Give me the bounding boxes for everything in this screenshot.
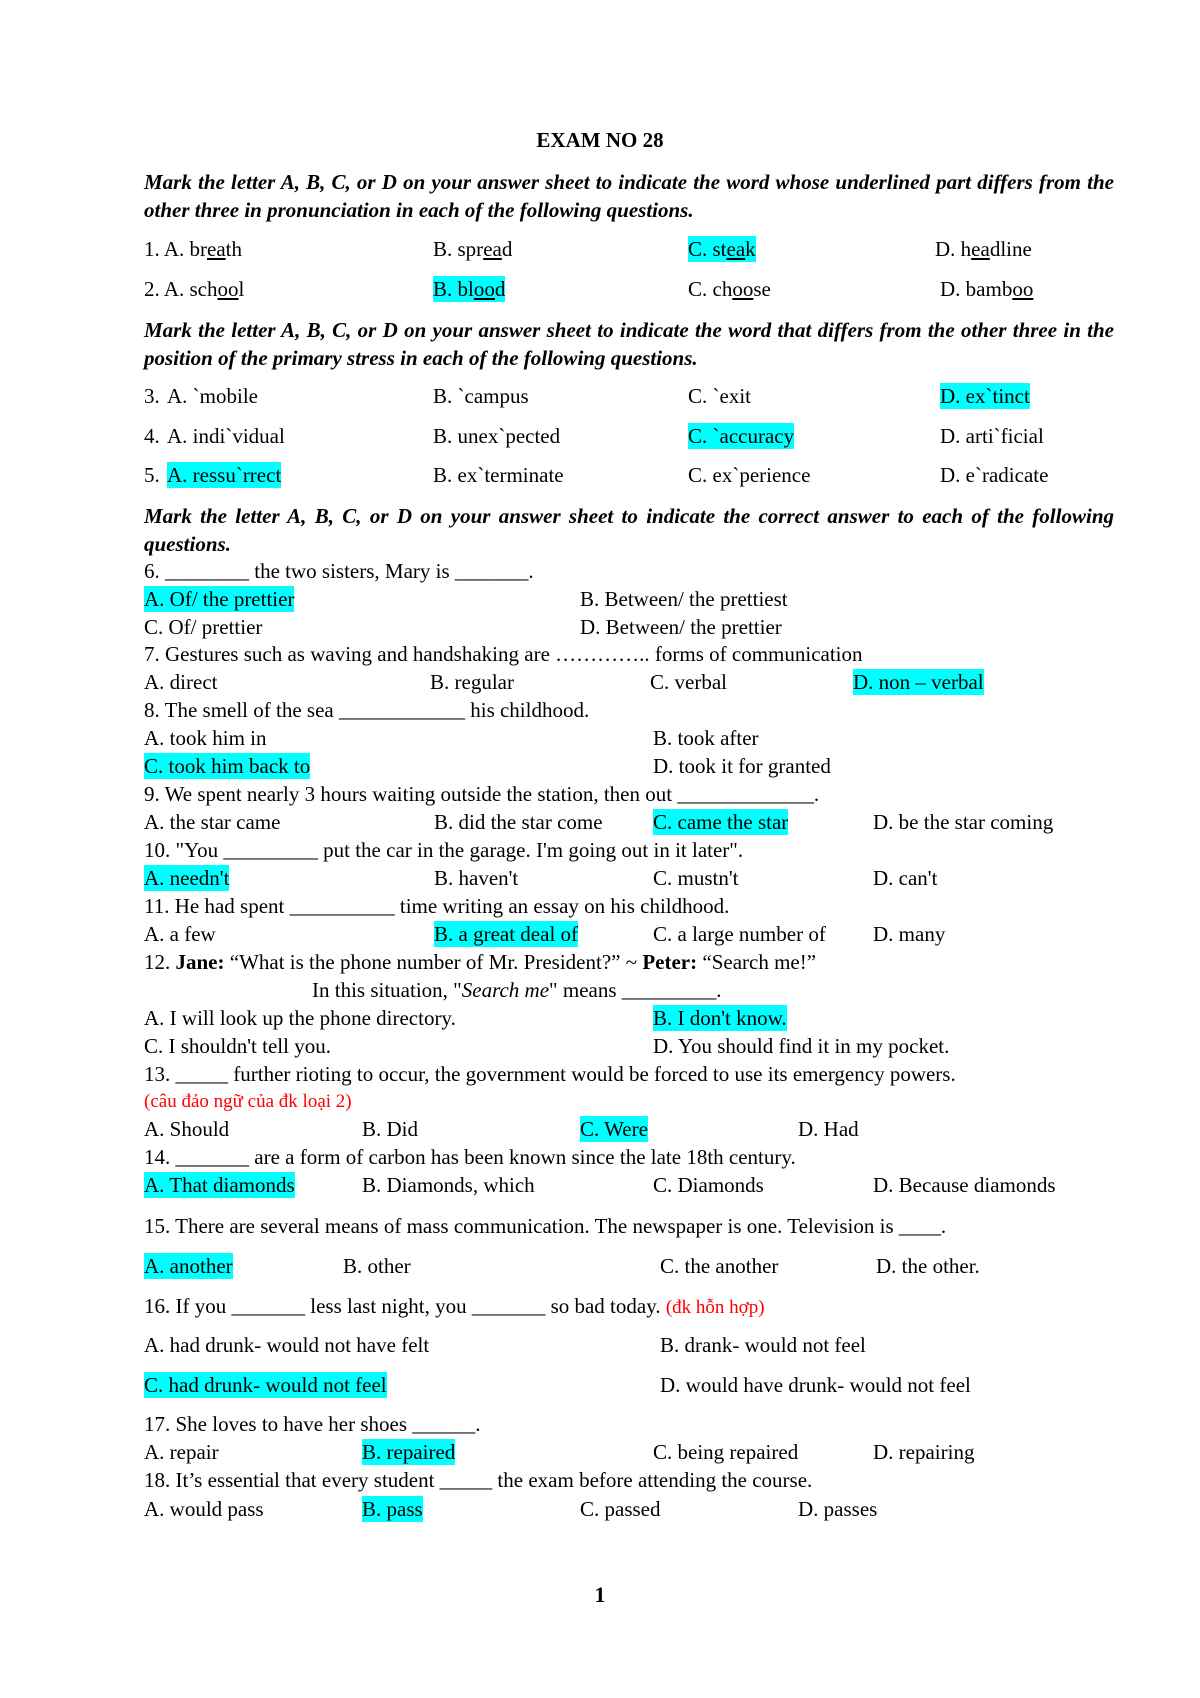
q7-stem: 7. Gestures such as waving and handshaking are ………….. forms of communication (144, 642, 863, 666)
q16-option-c-answer: C. had drunk- would not feel (144, 1373, 387, 1397)
q3-option-c: C. `exit (688, 384, 751, 408)
q8-stem: 8. The smell of the sea ____________ his childhood. (144, 698, 590, 722)
q2-option-a: 2. A. school (144, 277, 245, 301)
q5-option-d: D. e`radicate (940, 463, 1049, 487)
q3-option-a: A. `mobile (167, 384, 258, 408)
q13-option-b: B. Did (362, 1117, 419, 1141)
q5-option-b: B. ex`terminate (433, 463, 564, 487)
q16-option-a: A. had drunk- would not have felt (144, 1333, 430, 1357)
q6-option-b: B. Between/ the prettiest (580, 587, 788, 611)
instruction-pronunciation: Mark the letter A, B, C, or D on your answer sheet to indicate the word whose underlined part differs from the other three in pronunciation in each of the following questions. (144, 170, 1114, 222)
q6-option-c: C. Of/ prettier (144, 615, 263, 639)
q3-option-b: B. `campus (433, 384, 529, 408)
instruction-stress: Mark the letter A, B, C, or D on your answer sheet to indicate the word that differs from the other three in the position of the primary stress in each of the following questions. (144, 318, 1114, 370)
q8-option-a: A. took him in (144, 726, 267, 750)
q6-option-a-answer: A. Of/ the prettier (144, 587, 295, 611)
q17-option-a: A. repair (144, 1440, 219, 1464)
question-5 (0, 462, 1200, 490)
q5-option-c: C. ex`perience (688, 463, 811, 487)
q11-option-c: C. a large number of (653, 922, 826, 946)
q7-option-c: C. verbal (650, 670, 727, 694)
q7-option-a: A. direct (144, 670, 218, 694)
q4-option-a: A. indi`vidual (167, 424, 285, 448)
q15-option-b: B. other (343, 1254, 411, 1278)
page-number: 1 (594, 1582, 606, 1607)
q9-option-b: B. did the star come (434, 810, 603, 834)
q12-option-c: C. I shouldn't tell you. (144, 1034, 331, 1058)
q13-stem: 13. _____ further rioting to occur, the government would be forced to use its emergency powers. (144, 1062, 956, 1086)
q12-speaker-peter: Peter: (642, 950, 698, 974)
q15-option-c: C. the another (660, 1254, 779, 1278)
q4-option-c-answer: C. `accuracy (688, 424, 795, 448)
q1-option-d: D. headline (935, 237, 1032, 261)
q7-option-b: B. regular (430, 670, 514, 694)
q13-option-d: D. Had (798, 1117, 859, 1141)
q7-option-d-answer: D. non – verbal (853, 670, 984, 694)
q2-option-d: D. bamboo (940, 277, 1034, 301)
q14-option-a-answer: A. That diamonds (144, 1173, 295, 1197)
q12-speaker-jane: Jane: (175, 950, 225, 974)
q16-option-b: B. drank- would not feel (660, 1333, 866, 1357)
q11-stem: 11. He had spent __________ time writing an essay on his childhood. (144, 894, 730, 918)
instruction-grammar: Mark the letter A, B, C, or D on your answer sheet to indicate the correct answer to each of the following questions. (144, 504, 1114, 556)
q8-option-b: B. took after (653, 726, 759, 750)
question-4 (0, 423, 1200, 451)
q9-option-c-answer: C. came the star (653, 810, 789, 834)
q13-note: (câu đảo ngữ của đk loại 2) (144, 1091, 352, 1112)
q8-option-d: D. took it for granted (653, 754, 831, 778)
q13-option-c-answer: C. Were (580, 1117, 648, 1141)
q14-option-b: B. Diamonds, which (362, 1173, 535, 1197)
q18-option-a: A. would pass (144, 1497, 264, 1521)
q17-stem: 17. She loves to have her shoes ______. (144, 1412, 481, 1436)
q16-option-d: D. would have drunk- would not feel (660, 1373, 971, 1397)
q12-stem: 12. Jane: “What is the phone number of Mr. President?” ~ Peter: “Search me!” (144, 950, 817, 974)
q6-stem: 6. ________ the two sisters, Mary is _______. (144, 559, 534, 583)
q12-question: In this situation, "Search me" means _________. (312, 978, 722, 1002)
q16-note: (đk hỗn hợp) (665, 1297, 765, 1318)
q10-option-b: B. haven't (434, 866, 519, 890)
question-2 (0, 276, 1200, 304)
q10-stem: 10. "You _________ put the car in the garage. I'm going out in it later". (144, 838, 744, 862)
q6-option-d: D. Between/ the prettier (580, 615, 782, 639)
q10-option-d: D. can't (873, 866, 938, 890)
q12-option-a: A. I will look up the phone directory. (144, 1006, 456, 1030)
q11-option-b-answer: B. a great deal of (434, 922, 579, 946)
q1-option-a: 1. A. breath (144, 237, 242, 261)
q18-option-d: D. passes (798, 1497, 878, 1521)
q4-number: 4. (144, 424, 160, 448)
q1-option-b: B. spread (433, 237, 513, 261)
q1-option-c-answer: C. steak (688, 237, 756, 261)
q17-option-b-answer: B. repaired (362, 1440, 456, 1464)
question-3 (0, 383, 1200, 411)
q18-option-b-answer: B. pass (362, 1497, 423, 1521)
q14-stem: 14. _______ are a form of carbon has been known since the late 18th century. (144, 1145, 796, 1169)
q5-option-a-answer: A. ressu`rrect (167, 463, 282, 487)
q4-option-d: D. arti`ficial (940, 424, 1044, 448)
q14-option-c: C. Diamonds (653, 1173, 764, 1197)
q15-stem: 15. There are several means of mass communication. The newspaper is one. Television is ____. (144, 1214, 947, 1238)
q3-option-d-answer: D. ex`tinct (940, 384, 1030, 408)
exam-title: EXAM NO 28 (536, 128, 664, 152)
q3-number: 3. (144, 384, 160, 408)
q4-option-b: B. unex`pected (433, 424, 561, 448)
q18-option-c: C. passed (580, 1497, 661, 1521)
q8-option-c-answer: C. took him back to (144, 754, 311, 778)
q2-option-b-answer: B. blood (433, 277, 506, 301)
q12-option-d: D. You should find it in my pocket. (653, 1034, 950, 1058)
question-1 (0, 236, 1200, 264)
q12-option-b-answer: B. I don't know. (653, 1006, 787, 1030)
q5-number: 5. (144, 463, 160, 487)
q15-option-d: D. the other. (876, 1254, 980, 1278)
q9-stem: 9. We spent nearly 3 hours waiting outside the station, then out _____________. (144, 782, 820, 806)
q17-option-c: C. being repaired (653, 1440, 799, 1464)
q14-option-d: D. Because diamonds (873, 1173, 1056, 1197)
q13-option-a: A. Should (144, 1117, 230, 1141)
q17-option-d: D. repairing (873, 1440, 975, 1464)
q11-option-a: A. a few (144, 922, 216, 946)
q11-option-d: D. many (873, 922, 946, 946)
q18-stem: 18. It’s essential that every student _____ the exam before attending the course. (144, 1468, 813, 1492)
q10-option-c: C. mustn't (653, 866, 739, 890)
q10-option-a-answer: A. needn't (144, 866, 230, 890)
q15-option-a-answer: A. another (144, 1254, 233, 1278)
q9-option-d: D. be the star coming (873, 810, 1054, 834)
q16-stem: 16. If you _______ less last night, you _______ so bad today. (đk hỗn hợp) (144, 1294, 765, 1318)
q9-option-a: A. the star came (144, 810, 281, 834)
q2-option-c: C. choose (688, 277, 771, 301)
